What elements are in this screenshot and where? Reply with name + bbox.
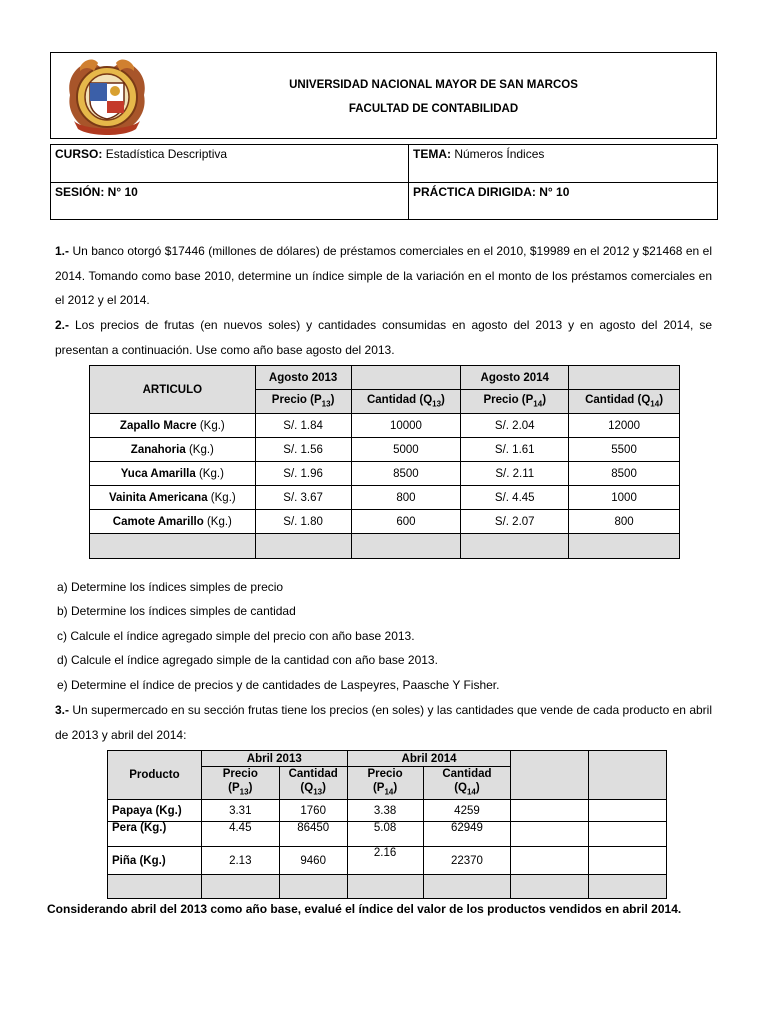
q13-cell: 86450 [279,822,347,847]
curso-label: CURSO: [55,147,103,161]
period-abril-2013: Abril 2013 [201,751,347,767]
producto-name: Piña (Kg.) [108,847,202,875]
col-cantidad-13: Cantidad $(Q_{13})$ [351,390,461,414]
q14-cell: 12000 [569,414,680,438]
closing-question: Considerando abril del 2013 como año base, evalué el índice del valor de los productos vendidos en abril 2014. [47,902,682,916]
table-row [90,414,680,438]
q13-cell: 800 [351,486,461,510]
problem-2-number: 2.- [55,318,70,332]
question-c: c) Calcule el índice agregado simple del precio con año base 2013. [57,629,415,643]
p13-cell: 2.13 [201,847,279,875]
p14-cell: S/. 2.11 [461,462,569,486]
question-b: b) Determine los índices simples de cantidad [57,604,296,618]
articulo-name: Camote Amarillo (Kg.) [90,510,256,534]
curso-value: Estadística Descriptiva [105,147,228,161]
q13-cell: 10000 [351,414,461,438]
q13-cell: 9460 [279,847,347,875]
p13-cell: S/. 1.80 [255,510,351,534]
p14-cell: S/. 2.04 [461,414,569,438]
q14-cell: 22370 [423,847,511,875]
producto-name: Papaya (Kg.) [108,800,202,822]
question-e: e) Determine el índice de precios y de cantidades de Laspeyres, Paasche Y Fisher. [57,678,500,692]
problem-2-text: Los precios de frutas (en nuevos soles) y cantidades consumidas en agosto del 2013 y en agosto del 2014, se presentan a continuación. Use como año base agosto del 2013. [55,318,712,357]
q13-cell: 1760 [279,800,347,822]
p14-cell: S/. 2.07 [461,510,569,534]
blank-header-cell [569,366,680,390]
col-producto: Producto [108,751,202,800]
problem-3-number: 3.- [55,703,70,717]
table-row [90,510,680,534]
p13-cell: S/. 3.67 [255,486,351,510]
p13-cell: S/. 1.96 [255,462,351,486]
table-empty-row [108,875,667,899]
problem-3-text: Un supermercado en su sección frutas tiene los precios (en soles) y las cantidades que vende de cada producto en abril de 2013 y abril del 2014: [55,703,712,742]
blank-header-cell [351,366,461,390]
tema-value: Números Índices [454,147,545,161]
table-empty-row [90,534,680,559]
header-box [50,52,717,139]
p13-cell: 3.31 [201,800,279,822]
curso-cell [51,145,409,183]
problem-1 [55,239,712,313]
question-d: d) Calcule el índice agregado simple de la cantidad con año base 2013. [57,653,438,667]
faculty-name: FACULTAD DE CONTABILIDAD [348,103,519,115]
fruit-prices-table [89,365,680,559]
col-precio-13: Precio $(P_{13})$ [255,390,351,414]
university-name: UNIVERSIDAD NACIONAL MAYOR DE SAN MARCOS [289,79,578,91]
p14-cell: S/. 1.61 [461,438,569,462]
col-articulo: ARTICULO [90,366,256,414]
col-precio-14: Precio $(P_{14})$ [347,767,423,800]
producto-name: Pera (Kg.) [108,822,202,847]
tema-label: TEMA: [413,147,451,161]
table-row [108,847,667,875]
p13-cell: S/. 1.56 [255,438,351,462]
p14-cell: 3.38 [347,800,423,822]
p14-cell: 5.08 [347,822,423,847]
table-row [90,462,680,486]
articulo-name: Zapallo Macre (Kg.) [90,414,256,438]
problem-1-number: 1.- [55,244,70,258]
table-row [90,486,680,510]
p14-cell: S/. 4.45 [461,486,569,510]
col-cantidad-14: Cantidad $(Q_{14})$ [423,767,511,800]
articulo-name: Zanahoria (Kg.) [90,438,256,462]
table-row [108,822,667,847]
table-row [108,800,667,822]
problem-3 [55,698,712,747]
q13-cell: 5000 [351,438,461,462]
period-abril-2014: Abril 2014 [347,751,511,767]
p13-cell: 4.45 [201,822,279,847]
articulo-name: Vainita Americana (Kg.) [90,486,256,510]
p13-cell: S/. 1.84 [255,414,351,438]
practica: PRÁCTICA DIRIGIDA: N° 10 [413,185,570,199]
p14-cell: 2.16 [347,847,423,875]
sesion-cell [51,183,409,220]
articulo-name: Yuca Amarilla (Kg.) [90,462,256,486]
period-agosto-2014: Agosto 2014 [461,366,569,390]
col-cantidad-13: Cantidad $(Q_{13})$ [279,767,347,800]
table-row [90,438,680,462]
col-precio-13: Precio $(P_{13})$ [201,767,279,800]
supermarket-table [107,750,667,899]
q14-cell: 5500 [569,438,680,462]
university-seal-logo [64,57,150,137]
blank-header-cell [589,751,667,800]
problem-1-text: Un banco otorgó $17446 (millones de dólares) de préstamos comerciales en el 2010, $19989 en el 2012 y $21468 en el 2014. Tomando como base 2010, determine un índice simple de la variación en el monto de los préstamos comerciales en el 2012 y el 2014. [55,244,712,307]
question-a: a) Determine los índices simples de precio [57,580,284,594]
tema-cell [409,145,718,183]
practica-cell [409,183,718,220]
col-cantidad-14: Cantidad $(Q_{14})$ [569,390,680,414]
q14-cell: 800 [569,510,680,534]
period-agosto-2013: Agosto 2013 [255,366,351,390]
q14-cell: 62949 [423,822,511,847]
sesion: SESIÓN: N° 10 [55,185,138,199]
q13-cell: 600 [351,510,461,534]
q14-cell: 4259 [423,800,511,822]
course-info-table [50,144,718,220]
q14-cell: 8500 [569,462,680,486]
blank-header-cell [511,751,589,800]
problem-2 [55,313,712,362]
q14-cell: 1000 [569,486,680,510]
q13-cell: 8500 [351,462,461,486]
col-precio-14: Precio $(P_{14})$ [461,390,569,414]
